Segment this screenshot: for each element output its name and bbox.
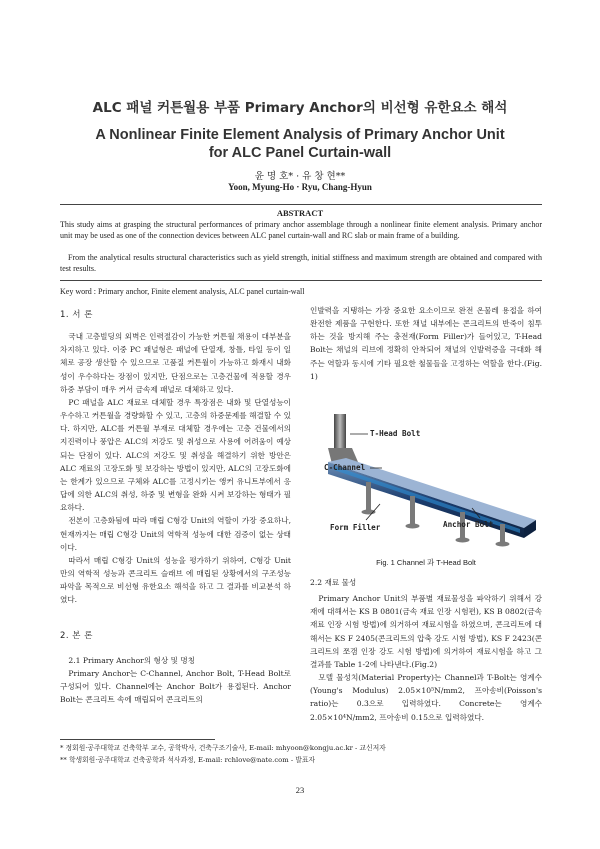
section-2-2-heading: 2.2 재료 물성	[310, 578, 357, 587]
section-1-heading: 1. 서 론	[60, 310, 93, 320]
label-c-channel: C-Channel	[324, 463, 366, 472]
section-1-paragraph-4: 따라서 매립 C형강 Unit의 성능을 평가하기 위하여, C형강 Unit 만의 역학적 성능과 콘크리트 슬래브 에 매립된 상황에서의 구조성능 파악을 목적으로 비선형 유한요소 해석을 하고 그 결과를 비교분석 하였다.	[60, 555, 291, 605]
right-paragraph-1: 인발력을 지탱하는 가장 중요한 요소이므로 완전 온물레 용접을 하여 완전한 제품을 구현한다. 또한 채널 내부에는 콘크리트의 반죽이 침투하는 것을 방지해 주는 충전재(Form Filler)가 들어있고, T-Head Bolt는 채널의 리브에 정확히 안착되어 채널의 인발력증을 극대화 해주는 역할과 동시에 기타 필요한 철물들을 고정하는 역할을 한다.(Fig. 1)	[310, 306, 542, 381]
page-number: 23	[295, 785, 305, 795]
title-en-line2: for ALC Panel Curtain-wall	[208, 145, 392, 161]
abstract-bottom-rule	[60, 280, 542, 281]
keywords: Key word : Primary anchor, Finite element analysis, ALC panel curtain-wall	[60, 287, 305, 296]
footnote-2: ** 학생회원·공주대학교 건축공학과 석사과정, E-mail: rchlove@nate.com - 발표자	[60, 756, 315, 764]
label-anchor-bolt: Anchor Bolt	[443, 520, 494, 529]
footnote-1: * 정회원·공주대학교 건축학부 교수, 공학박사, 건축구조기술사, E-mail: mhyoon@kongju.ac.kr - 교신저자	[60, 744, 386, 752]
abstract-top-rule	[60, 204, 542, 205]
abstract-paragraph-1: This study aims at grasping the structural performances of primary anchor assemblage through a nonlinear finite element analysis. Primary anchor unit may be used as one of the connection devices between ALC panel curtain-wall and RC slab or main frame of a building.	[60, 220, 542, 240]
authors-english: Yoon, Myung-Ho · Ryu, Chang-Hyun	[228, 182, 372, 192]
section-2-2-paragraph-2: 모델 물성치(Material Property)는 Channel과 T-Bolt는 영계수(Young's Modulus) 2.05×10⁵N/mm2, 프아송비(Poisson's ratio)는 0.3으로 입력하였다. Concrete는 영계수 2.05×10⁴N/mm2, 프아송비 0.15으로 입력하였다.	[310, 673, 542, 722]
section-1-paragraph-1: 국내 고층빌딩의 외벽은 인력절감이 가능한 커튼월 채용이 대부분을 차지하고 있다. 이중 PC 패널형은 패널에 단열재, 창틀, 타일 등이 일체로 공장 생산할 수 있으므로 고품질 커튼월이 가능하고 화재시 내화성이 우수하다는 장점이 있지만, 단점으로는 고층건물에 적용할 경우 하중 부담이 매우 커서 금속제 패널로 대체하고 있다.	[60, 332, 291, 394]
paper-title-korean: ALC 패널 커튼월용 부품 Primary Anchor의 비선형 유한요소 해석	[92, 100, 508, 116]
section-1-paragraph-2: PC 패널을 ALC 재료로 대체할 경우 특장점은 내화 및 단열성능이 우수하고 커튼월을 경량화할 수 있고, 고층의 하중문제를 해결할 수 있다. 하지만, ALC를 커튼월 부재로 대체할 경우에는 고층 건물에서의 지진력이나 풍압은 ALC의 저강도 및 취성으로 사용에 어려움이 예상되는 단점이 있다. ALC의 저강도 및 취성을 해결하기 위한 방안은 ALC 재료의 고장도화 및 보강하는 방법이 있지만, ALC의 고장도화에는 한계가 있으므로 구체와 ALC를 고정시키는 앵커 유니트부에서 응답에 의한 ALC의 취성, 하중 및 변형을 완화 시켜 보강하는 형태가 필요하다.	[60, 397, 291, 513]
right-column-top	[310, 304, 542, 383]
section-2-heading: 2. 본 론	[60, 631, 93, 642]
label-form-filler: Form Filler	[330, 523, 381, 532]
section-1-paragraph-3: 전본이 고층화됨에 따라 매립 C형강 Unit의 역할이 가장 중요하나, 현재까지는 매립 C형강 Unit의 역학적 성능에 대한 검증이 없는 상태이다.	[60, 516, 291, 552]
section-2-1-heading: 2.1 Primary Anchor의 형상 및 명칭	[68, 655, 196, 665]
section-2-1-paragraph-1: Primary Anchor는 C-Channel, Anchor Bolt, T-Head Bolt로 구성되어 있다. Channel에는 Anchor Bolt가 용접된다. Anchor Bolt는 콘크리트 속에 매립되어 콘크리트의	[60, 668, 291, 705]
t-head-bolt-shaft	[334, 414, 346, 448]
paper-title-english	[0, 126, 600, 162]
figure-1-caption: Fig. 1 Channel 과 T-Head Bolt	[376, 558, 476, 567]
title-en-line1: A Nonlinear Finite Element Analysis of Primary Anchor Unit	[95, 127, 505, 143]
authors-korean: 윤 명 호* · 유 창 현**	[254, 171, 346, 182]
right-column-bottom	[310, 576, 542, 724]
figure-1	[310, 412, 542, 550]
footnote-rule	[60, 739, 215, 740]
abstract-paragraph-2: From the analytical results structural characteristics such as yield strength, initial stiffness and maximum strength are obtained and compared with test results.	[60, 253, 542, 273]
abstract-heading: ABSTRACT	[276, 208, 324, 218]
label-t-head-bolt: T-Head Bolt	[370, 429, 421, 438]
left-column	[60, 309, 291, 706]
section-2-2-paragraph-1: Primary Anchor Unit의 부품별 재료물성을 파악하기 위해서 강재에 대해서는 KS B 0801(금속 재료 인장 시험편), KS B 0802(금속 재료 인장 시험 방법)에 의거하여 재료시험을 하였으며, 콘크리트에 대해서는 KS F 2405(콘크리트의 압축 강도 시험 방법), KS F 2423(콘크리트의 쪼갬 인장 강도 시험 방법)에 의거하여 재료시험을 하고 그 결과를 Table 1-2에 나타낸다.(Fig.2)	[310, 594, 542, 669]
